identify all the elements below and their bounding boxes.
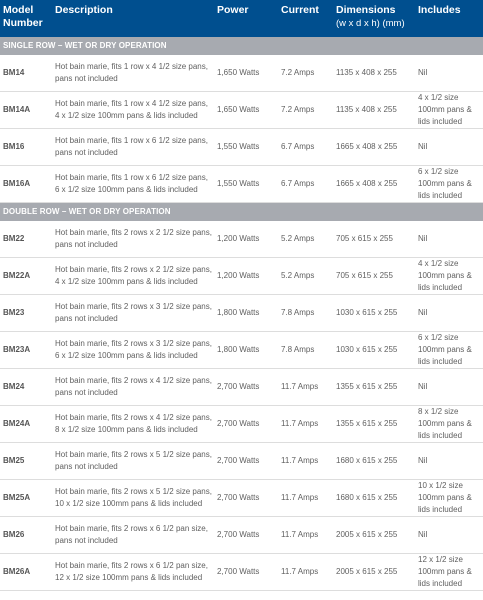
dimensions-cell: 2005 x 615 x 255 (336, 530, 398, 539)
table-row (0, 517, 483, 554)
power-cell: 2,700 Watts (217, 530, 260, 539)
current-cell: 6.7 Amps (281, 142, 315, 151)
includes-cell: Nil (418, 308, 428, 317)
includes-cell: 12 x 1/2 size 100mm pans & lids included (418, 555, 472, 588)
power-cell: 2,700 Watts (217, 456, 260, 465)
includes-cell: 6 x 1/2 size 100mm pans & lids included (418, 167, 472, 200)
header-dimensions-label: Dimensions (336, 4, 396, 16)
current-cell: 11.7 Amps (281, 493, 319, 502)
includes-cell: Nil (418, 68, 428, 77)
includes-cell: Nil (418, 530, 428, 539)
power-cell: 1,800 Watts (217, 308, 260, 317)
includes-cell: 10 x 1/2 size 100mm pans & lids included (418, 481, 472, 514)
table-row (0, 406, 483, 443)
table-row (0, 129, 483, 166)
model-cell: BM25A (3, 493, 31, 502)
header-description: Description (55, 4, 113, 16)
description-cell: Hot bain marie, fits 2 rows x 4 1/2 size pans, pans not included (55, 376, 212, 397)
table-row (0, 92, 483, 129)
model-cell: BM22 (3, 234, 25, 243)
description-cell: Hot bain marie, fits 2 rows x 6 1/2 pan size, 12 x 1/2 size 100mm pans & lids included (55, 561, 208, 582)
table-row (0, 55, 483, 92)
model-cell: BM14 (3, 68, 25, 77)
power-cell: 1,550 Watts (217, 179, 260, 188)
table-row (0, 295, 483, 332)
includes-cell: Nil (418, 142, 428, 151)
table-header (0, 0, 483, 37)
model-cell: BM23A (3, 345, 31, 354)
dimensions-cell: 705 x 615 x 255 (336, 271, 393, 280)
power-cell: 1,200 Watts (217, 271, 260, 280)
dimensions-cell: 1355 x 615 x 255 (336, 382, 398, 391)
section-header: SINGLE ROW – WET OR DRY OPERATION (0, 37, 483, 55)
table-row (0, 258, 483, 295)
power-cell: 1,650 Watts (217, 68, 260, 77)
current-cell: 7.2 Amps (281, 68, 315, 77)
table-row (0, 369, 483, 406)
dimensions-cell: 1135 x 408 x 255 (336, 105, 397, 114)
power-cell: 2,700 Watts (217, 567, 260, 576)
dimensions-cell: 1135 x 408 x 255 (336, 68, 397, 77)
table-row (0, 166, 483, 203)
power-cell: 1,200 Watts (217, 234, 260, 243)
dimensions-cell: 1030 x 615 x 255 (336, 308, 398, 317)
power-cell: 2,700 Watts (217, 382, 260, 391)
table-row (0, 554, 483, 591)
section-header: DOUBLE ROW – WET OR DRY OPERATION (0, 203, 483, 221)
model-cell: BM25 (3, 456, 25, 465)
model-cell: BM23 (3, 308, 25, 317)
current-cell: 5.2 Amps (281, 271, 315, 280)
dimensions-cell: 1665 x 408 x 255 (336, 179, 398, 188)
table-row (0, 443, 483, 480)
table-row (0, 332, 483, 369)
power-cell: 2,700 Watts (217, 493, 260, 502)
header-model-line1: Model (3, 4, 34, 16)
model-cell: BM24 (3, 382, 25, 391)
description-cell: Hot bain marie, fits 1 row x 4 1/2 size pans, 4 x 1/2 size 100mm pans & lids included (55, 99, 208, 120)
current-cell: 7.8 Amps (281, 308, 315, 317)
model-cell: BM24A (3, 419, 31, 428)
table-row (0, 480, 483, 517)
current-cell: 5.2 Amps (281, 234, 315, 243)
table-row (0, 221, 483, 258)
description-cell: Hot bain marie, fits 1 row x 6 1/2 size pans, pans not included (55, 136, 208, 157)
model-cell: BM22A (3, 271, 31, 280)
model-cell: BM26 (3, 530, 25, 539)
header-current: Current (281, 4, 319, 16)
includes-cell: Nil (418, 234, 428, 243)
model-cell: BM14A (3, 105, 31, 114)
current-cell: 11.7 Amps (281, 419, 319, 428)
description-cell: Hot bain marie, fits 1 row x 4 1/2 size pans, pans not included (55, 62, 208, 83)
header-includes: Includes (418, 4, 461, 16)
description-cell: Hot bain marie, fits 2 rows x 3 1/2 size pans, 6 x 1/2 size 100mm pans & lids included (55, 339, 212, 360)
dimensions-cell: 1355 x 615 x 255 (336, 419, 398, 428)
header-dimensions (336, 0, 418, 37)
description-cell: Hot bain marie, fits 2 rows x 5 1/2 size pans, 10 x 1/2 size 100mm pans & lids included (55, 487, 212, 508)
description-cell: Hot bain marie, fits 2 rows x 4 1/2 size pans, 8 x 1/2 size 100mm pans & lids included (55, 413, 212, 434)
power-cell: 1,550 Watts (217, 142, 260, 151)
description-cell: Hot bain marie, fits 2 rows x 2 1/2 size pans, pans not included (55, 228, 212, 249)
dimensions-cell: 1680 x 615 x 255 (336, 456, 398, 465)
current-cell: 11.7 Amps (281, 530, 319, 539)
description-cell: Hot bain marie, fits 2 rows x 3 1/2 size pans, pans not included (55, 302, 212, 323)
current-cell: 7.8 Amps (281, 345, 315, 354)
header-model (0, 0, 55, 37)
power-cell: 2,700 Watts (217, 419, 260, 428)
includes-cell: 4 x 1/2 size 100mm pans & lids included (418, 93, 472, 126)
includes-cell: 4 x 1/2 size 100mm pans & lids included (418, 259, 472, 292)
dimensions-cell: 1680 x 615 x 255 (336, 493, 398, 502)
description-cell: Hot bain marie, fits 2 rows x 2 1/2 size pans, 4 x 1/2 size 100mm pans & lids included (55, 265, 212, 286)
dimensions-cell: 2005 x 615 x 255 (336, 567, 398, 576)
includes-cell: 8 x 1/2 size 100mm pans & lids included (418, 407, 472, 440)
includes-cell: Nil (418, 456, 428, 465)
current-cell: 6.7 Amps (281, 179, 315, 188)
current-cell: 11.7 Amps (281, 567, 319, 576)
header-dimensions-sub: (w x d x h) (mm) (336, 18, 405, 29)
description-cell: Hot bain marie, fits 1 row x 6 1/2 size pans, 6 x 1/2 size 100mm pans & lids included (55, 173, 208, 194)
header-model-line2: Number (3, 17, 43, 29)
table-body (0, 37, 483, 591)
current-cell: 7.2 Amps (281, 105, 315, 114)
includes-cell: 6 x 1/2 size 100mm pans & lids included (418, 333, 472, 366)
dimensions-cell: 1665 x 408 x 255 (336, 142, 398, 151)
model-cell: BM16A (3, 179, 31, 188)
dimensions-cell: 1030 x 615 x 255 (336, 345, 398, 354)
dimensions-cell: 705 x 615 x 255 (336, 234, 393, 243)
current-cell: 11.7 Amps (281, 456, 319, 465)
includes-cell: Nil (418, 382, 428, 391)
description-cell: Hot bain marie, fits 2 rows x 5 1/2 size pans, pans not included (55, 450, 212, 471)
power-cell: 1,800 Watts (217, 345, 260, 354)
model-cell: BM16 (3, 142, 25, 151)
header-power: Power (217, 4, 249, 16)
current-cell: 11.7 Amps (281, 382, 319, 391)
power-cell: 1,650 Watts (217, 105, 260, 114)
description-cell: Hot bain marie, fits 2 rows x 6 1/2 pan size, pans not included (55, 524, 208, 545)
model-cell: BM26A (3, 567, 31, 576)
